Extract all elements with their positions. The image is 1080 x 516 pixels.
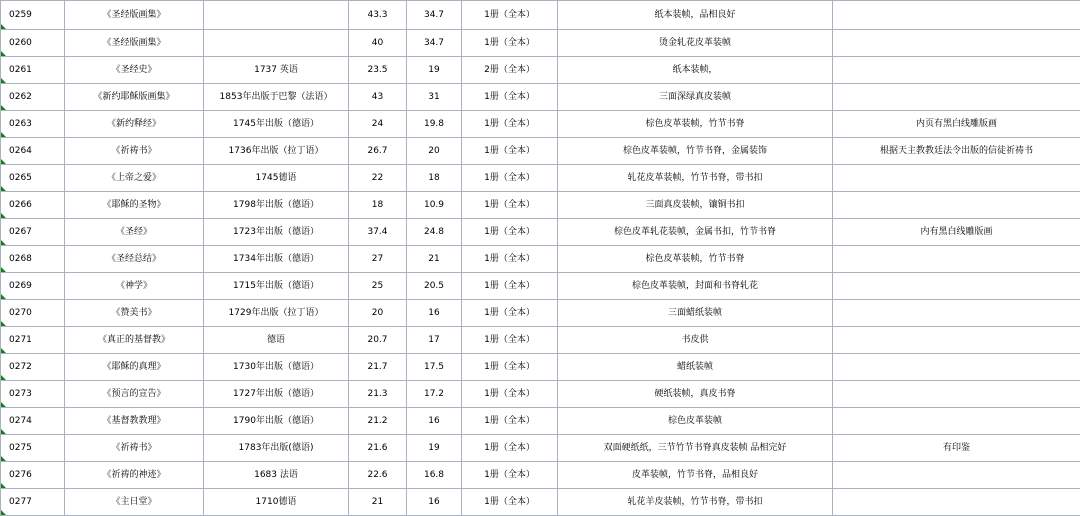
cell-volumes[interactable]: 1册（全本） <box>462 381 558 408</box>
table-row <box>1 327 1080 354</box>
cell-height[interactable]: 20 <box>349 300 407 327</box>
cell-lot-number[interactable]: 0265 <box>1 165 65 192</box>
cell-note[interactable] <box>833 30 1080 57</box>
cell-note[interactable] <box>833 381 1080 408</box>
cell-note[interactable] <box>833 84 1080 111</box>
cell-edition[interactable]: 1710德语 <box>204 489 349 516</box>
table-row <box>1 138 1080 165</box>
comment-indicator-icon <box>1 375 6 380</box>
cell-volumes[interactable]: 1册（全本） <box>462 192 558 219</box>
cell-volumes[interactable]: 2册（全本） <box>462 57 558 84</box>
cell-binding[interactable]: 蜡纸装帧 <box>558 354 833 381</box>
comment-indicator-icon <box>1 321 6 326</box>
cell-height[interactable]: 21 <box>349 489 407 516</box>
cell-binding[interactable]: 轧花皮革装帧，竹节书脊，带书扣 <box>558 165 833 192</box>
cell-edition[interactable]: 1783年出版(德语) <box>204 435 349 462</box>
cell-binding[interactable]: 棕色皮革装帧 <box>558 408 833 435</box>
table-row <box>1 273 1080 300</box>
cell-lot-number[interactable]: 0267 <box>1 219 65 246</box>
cell-title[interactable]: 《祈祷书》 <box>65 138 204 165</box>
cell-lot-number[interactable]: 0273 <box>1 381 65 408</box>
comment-indicator-icon <box>1 429 6 434</box>
cell-height[interactable]: 40 <box>349 30 407 57</box>
comment-indicator-icon <box>1 78 6 83</box>
table-row <box>1 84 1080 111</box>
cell-binding[interactable]: 棕色皮革装帧，封面和书脊轧花 <box>558 273 833 300</box>
cell-height[interactable]: 26.7 <box>349 138 407 165</box>
cell-width[interactable]: 20 <box>407 138 462 165</box>
cell-lot-number[interactable]: 0270 <box>1 300 65 327</box>
cell-width[interactable]: 20.5 <box>407 273 462 300</box>
cell-title[interactable]: 《赞美书》 <box>65 300 204 327</box>
cell-width[interactable]: 18 <box>407 165 462 192</box>
cell-note[interactable]: 根据天主教教廷法令出版的信徒祈祷书 <box>833 138 1080 165</box>
table-row <box>1 354 1080 381</box>
cell-note[interactable] <box>833 408 1080 435</box>
cell-binding[interactable]: 三面深绿真皮装帧 <box>558 84 833 111</box>
cell-height[interactable]: 25 <box>349 273 407 300</box>
table-row <box>1 381 1080 408</box>
comment-indicator-icon <box>1 483 6 488</box>
cell-width[interactable]: 19.8 <box>407 111 462 138</box>
cell-edition[interactable]: 1736年出版（拉丁语） <box>204 138 349 165</box>
cell-note[interactable] <box>833 246 1080 273</box>
cell-binding[interactable]: 纸本装帧，品相良好 <box>558 1 833 30</box>
cell-note[interactable] <box>833 57 1080 84</box>
cell-volumes[interactable]: 1册（全本） <box>462 246 558 273</box>
comment-indicator-icon <box>1 348 6 353</box>
cell-lot-number[interactable]: 0264 <box>1 138 65 165</box>
cell-width[interactable]: 24.8 <box>407 219 462 246</box>
cell-height[interactable]: 24 <box>349 111 407 138</box>
cell-volumes[interactable]: 1册（全本） <box>462 1 558 30</box>
cell-binding[interactable]: 烫金轧花皮革装帧 <box>558 30 833 57</box>
cell-edition[interactable]: 1723年出版（德语） <box>204 219 349 246</box>
cell-edition[interactable]: 德语 <box>204 327 349 354</box>
cell-note[interactable] <box>833 354 1080 381</box>
cell-binding[interactable]: 棕色皮革装帧，竹节书脊，金属装饰 <box>558 138 833 165</box>
cell-lot-number[interactable]: 0269 <box>1 273 65 300</box>
comment-indicator-icon <box>1 51 6 56</box>
cell-volumes[interactable]: 1册（全本） <box>462 84 558 111</box>
cell-width[interactable]: 16 <box>407 489 462 516</box>
cell-binding[interactable]: 棕色皮革装帧，竹节书脊 <box>558 111 833 138</box>
cell-title[interactable]: 《预言的宣告》 <box>65 381 204 408</box>
cell-height[interactable]: 21.3 <box>349 381 407 408</box>
cell-title[interactable]: 《新约释经》 <box>65 111 204 138</box>
table-row <box>1 1 1080 30</box>
cell-title[interactable]: 《神学》 <box>65 273 204 300</box>
cell-title[interactable]: 《耶稣的真理》 <box>65 354 204 381</box>
cell-height[interactable]: 37.4 <box>349 219 407 246</box>
cell-note[interactable] <box>833 273 1080 300</box>
cell-lot-number[interactable]: 0272 <box>1 354 65 381</box>
cell-lot-number[interactable]: 0271 <box>1 327 65 354</box>
cell-volumes[interactable]: 1册（全本） <box>462 273 558 300</box>
table-row <box>1 219 1080 246</box>
cell-height[interactable]: 21.2 <box>349 408 407 435</box>
cell-edition[interactable]: 1737 英语 <box>204 57 349 84</box>
cell-lot-number[interactable]: 0276 <box>1 462 65 489</box>
cell-title[interactable]: 《真正的基督教》 <box>65 327 204 354</box>
cell-edition[interactable]: 1745年出版（德语） <box>204 111 349 138</box>
cell-volumes[interactable]: 1册（全本） <box>462 30 558 57</box>
cell-height[interactable]: 22 <box>349 165 407 192</box>
cell-binding[interactable]: 三面蜡纸装帧 <box>558 300 833 327</box>
cell-edition[interactable]: 1727年出版（德语） <box>204 381 349 408</box>
cell-title[interactable]: 《上帝之爱》 <box>65 165 204 192</box>
cell-volumes[interactable]: 1册（全本） <box>462 138 558 165</box>
cell-width[interactable]: 21 <box>407 246 462 273</box>
cell-lot-number[interactable]: 0261 <box>1 57 65 84</box>
comment-indicator-icon <box>1 213 6 218</box>
cell-note[interactable] <box>833 300 1080 327</box>
table-row <box>1 57 1080 84</box>
cell-edition[interactable] <box>204 30 349 57</box>
cell-width[interactable]: 34.7 <box>407 1 462 30</box>
cell-height[interactable]: 23.5 <box>349 57 407 84</box>
table-row <box>1 462 1080 489</box>
cell-lot-number[interactable]: 0263 <box>1 111 65 138</box>
table-row <box>1 165 1080 192</box>
cell-title[interactable]: 《圣经版画集》 <box>65 30 204 57</box>
cell-note[interactable]: 内有黑白线雕版画 <box>833 219 1080 246</box>
cell-binding[interactable]: 轧花羊皮装帧，竹节书脊，带书扣 <box>558 489 833 516</box>
cell-height[interactable]: 20.7 <box>349 327 407 354</box>
comment-indicator-icon <box>1 132 6 137</box>
cell-edition[interactable]: 1729年出版（拉丁语） <box>204 300 349 327</box>
cell-binding[interactable]: 皮革装帧，竹节书脊，品相良好 <box>558 462 833 489</box>
cell-title[interactable]: 《耶稣的圣物》 <box>65 192 204 219</box>
cell-width[interactable]: 16 <box>407 408 462 435</box>
cell-title[interactable]: 《圣经版画集》 <box>65 1 204 30</box>
cell-edition[interactable]: 1745德语 <box>204 165 349 192</box>
cell-height[interactable]: 43 <box>349 84 407 111</box>
comment-indicator-icon <box>1 24 6 29</box>
cell-title[interactable]: 《新约耶稣版画集》 <box>65 84 204 111</box>
cell-volumes[interactable]: 1册（全本） <box>462 462 558 489</box>
cell-edition[interactable]: 1853年出版于巴黎（法语） <box>204 84 349 111</box>
cell-binding[interactable]: 棕色皮革轧花装帧，金属书扣，竹节书脊 <box>558 219 833 246</box>
cell-volumes[interactable]: 1册（全本） <box>462 300 558 327</box>
cell-title[interactable]: 《基督教教理》 <box>65 408 204 435</box>
cell-volumes[interactable]: 1册（全本） <box>462 327 558 354</box>
cell-binding[interactable]: 硬纸装帧，真皮书脊 <box>558 381 833 408</box>
cell-edition[interactable]: 1734年出版（德语） <box>204 246 349 273</box>
cell-edition[interactable]: 1683 法语 <box>204 462 349 489</box>
cell-note[interactable] <box>833 165 1080 192</box>
cell-note[interactable] <box>833 1 1080 30</box>
table-row <box>1 192 1080 219</box>
cell-volumes[interactable]: 1册（全本） <box>462 165 558 192</box>
cell-edition[interactable]: 1730年出版（德语） <box>204 354 349 381</box>
cell-lot-number[interactable]: 0277 <box>1 489 65 516</box>
comment-indicator-icon <box>1 159 6 164</box>
cell-width[interactable]: 16.8 <box>407 462 462 489</box>
cell-width[interactable]: 10.9 <box>407 192 462 219</box>
cell-height[interactable]: 43.3 <box>349 1 407 30</box>
cell-volumes[interactable]: 1册（全本） <box>462 354 558 381</box>
comment-indicator-icon <box>1 456 6 461</box>
cell-volumes[interactable]: 1册（全本） <box>462 435 558 462</box>
cell-binding[interactable]: 纸本装帧， <box>558 57 833 84</box>
cell-lot-number[interactable]: 0268 <box>1 246 65 273</box>
cell-lot-number[interactable]: 0274 <box>1 408 65 435</box>
cell-binding[interactable]: 三面真皮装帧，镶铜书扣 <box>558 192 833 219</box>
cell-height[interactable]: 18 <box>349 192 407 219</box>
comment-indicator-icon <box>1 294 6 299</box>
cell-lot-number[interactable]: 0262 <box>1 84 65 111</box>
cell-binding[interactable]: 书皮供 <box>558 327 833 354</box>
cell-edition[interactable]: 1790年出版（德语） <box>204 408 349 435</box>
cell-lot-number[interactable]: 0259 <box>1 1 65 30</box>
cell-width[interactable]: 17.5 <box>407 354 462 381</box>
cell-binding[interactable]: 双面硬纸纸，三节竹节书脊真皮装帧 品相完好 <box>558 435 833 462</box>
table-row <box>1 246 1080 273</box>
table-row <box>1 30 1080 57</box>
comment-indicator-icon <box>1 186 6 191</box>
cell-title[interactable]: 《祈祷的神迹》 <box>65 462 204 489</box>
cell-height[interactable]: 21.7 <box>349 354 407 381</box>
comment-indicator-icon <box>1 267 6 272</box>
cell-width[interactable]: 19 <box>407 435 462 462</box>
table-row <box>1 408 1080 435</box>
cell-lot-number[interactable]: 0260 <box>1 30 65 57</box>
table-row <box>1 300 1080 327</box>
cell-note[interactable]: 内页有黑白线雕版画 <box>833 111 1080 138</box>
cell-note[interactable]: 有印鉴 <box>833 435 1080 462</box>
cell-edition[interactable] <box>204 1 349 30</box>
cell-title[interactable]: 《祈祷书》 <box>65 435 204 462</box>
cell-note[interactable] <box>833 192 1080 219</box>
cell-title[interactable]: 《圣经》 <box>65 219 204 246</box>
comment-indicator-icon <box>1 240 6 245</box>
cell-height[interactable]: 22.6 <box>349 462 407 489</box>
cell-volumes[interactable]: 1册（全本） <box>462 408 558 435</box>
cell-volumes[interactable]: 1册（全本） <box>462 111 558 138</box>
cell-lot-number[interactable]: 0275 <box>1 435 65 462</box>
cell-lot-number[interactable]: 0266 <box>1 192 65 219</box>
comment-indicator-icon <box>1 105 6 110</box>
cell-edition[interactable]: 1715年出版（德语） <box>204 273 349 300</box>
cell-note[interactable] <box>833 327 1080 354</box>
cell-binding[interactable]: 棕色皮革装帧，竹节书脊 <box>558 246 833 273</box>
table-row <box>1 489 1080 516</box>
cell-height[interactable]: 21.6 <box>349 435 407 462</box>
cell-width[interactable]: 34.7 <box>407 30 462 57</box>
table-body <box>1 1 1080 516</box>
cell-note[interactable] <box>833 489 1080 516</box>
cell-edition[interactable]: 1798年出版（德语） <box>204 192 349 219</box>
table-row <box>1 435 1080 462</box>
cell-width[interactable]: 19 <box>407 57 462 84</box>
cell-title[interactable]: 《主日堂》 <box>65 489 204 516</box>
comment-indicator-icon <box>1 510 6 515</box>
cell-volumes[interactable]: 1册（全本） <box>462 489 558 516</box>
cell-volumes[interactable]: 1册（全本） <box>462 219 558 246</box>
cell-width[interactable]: 17 <box>407 327 462 354</box>
cell-title[interactable]: 《圣经史》 <box>65 57 204 84</box>
cell-width[interactable]: 31 <box>407 84 462 111</box>
cell-note[interactable] <box>833 462 1080 489</box>
cell-title[interactable]: 《圣经总结》 <box>65 246 204 273</box>
cell-width[interactable]: 17.2 <box>407 381 462 408</box>
table-row <box>1 111 1080 138</box>
cell-height[interactable]: 27 <box>349 246 407 273</box>
comment-indicator-icon <box>1 402 6 407</box>
cell-width[interactable]: 16 <box>407 300 462 327</box>
